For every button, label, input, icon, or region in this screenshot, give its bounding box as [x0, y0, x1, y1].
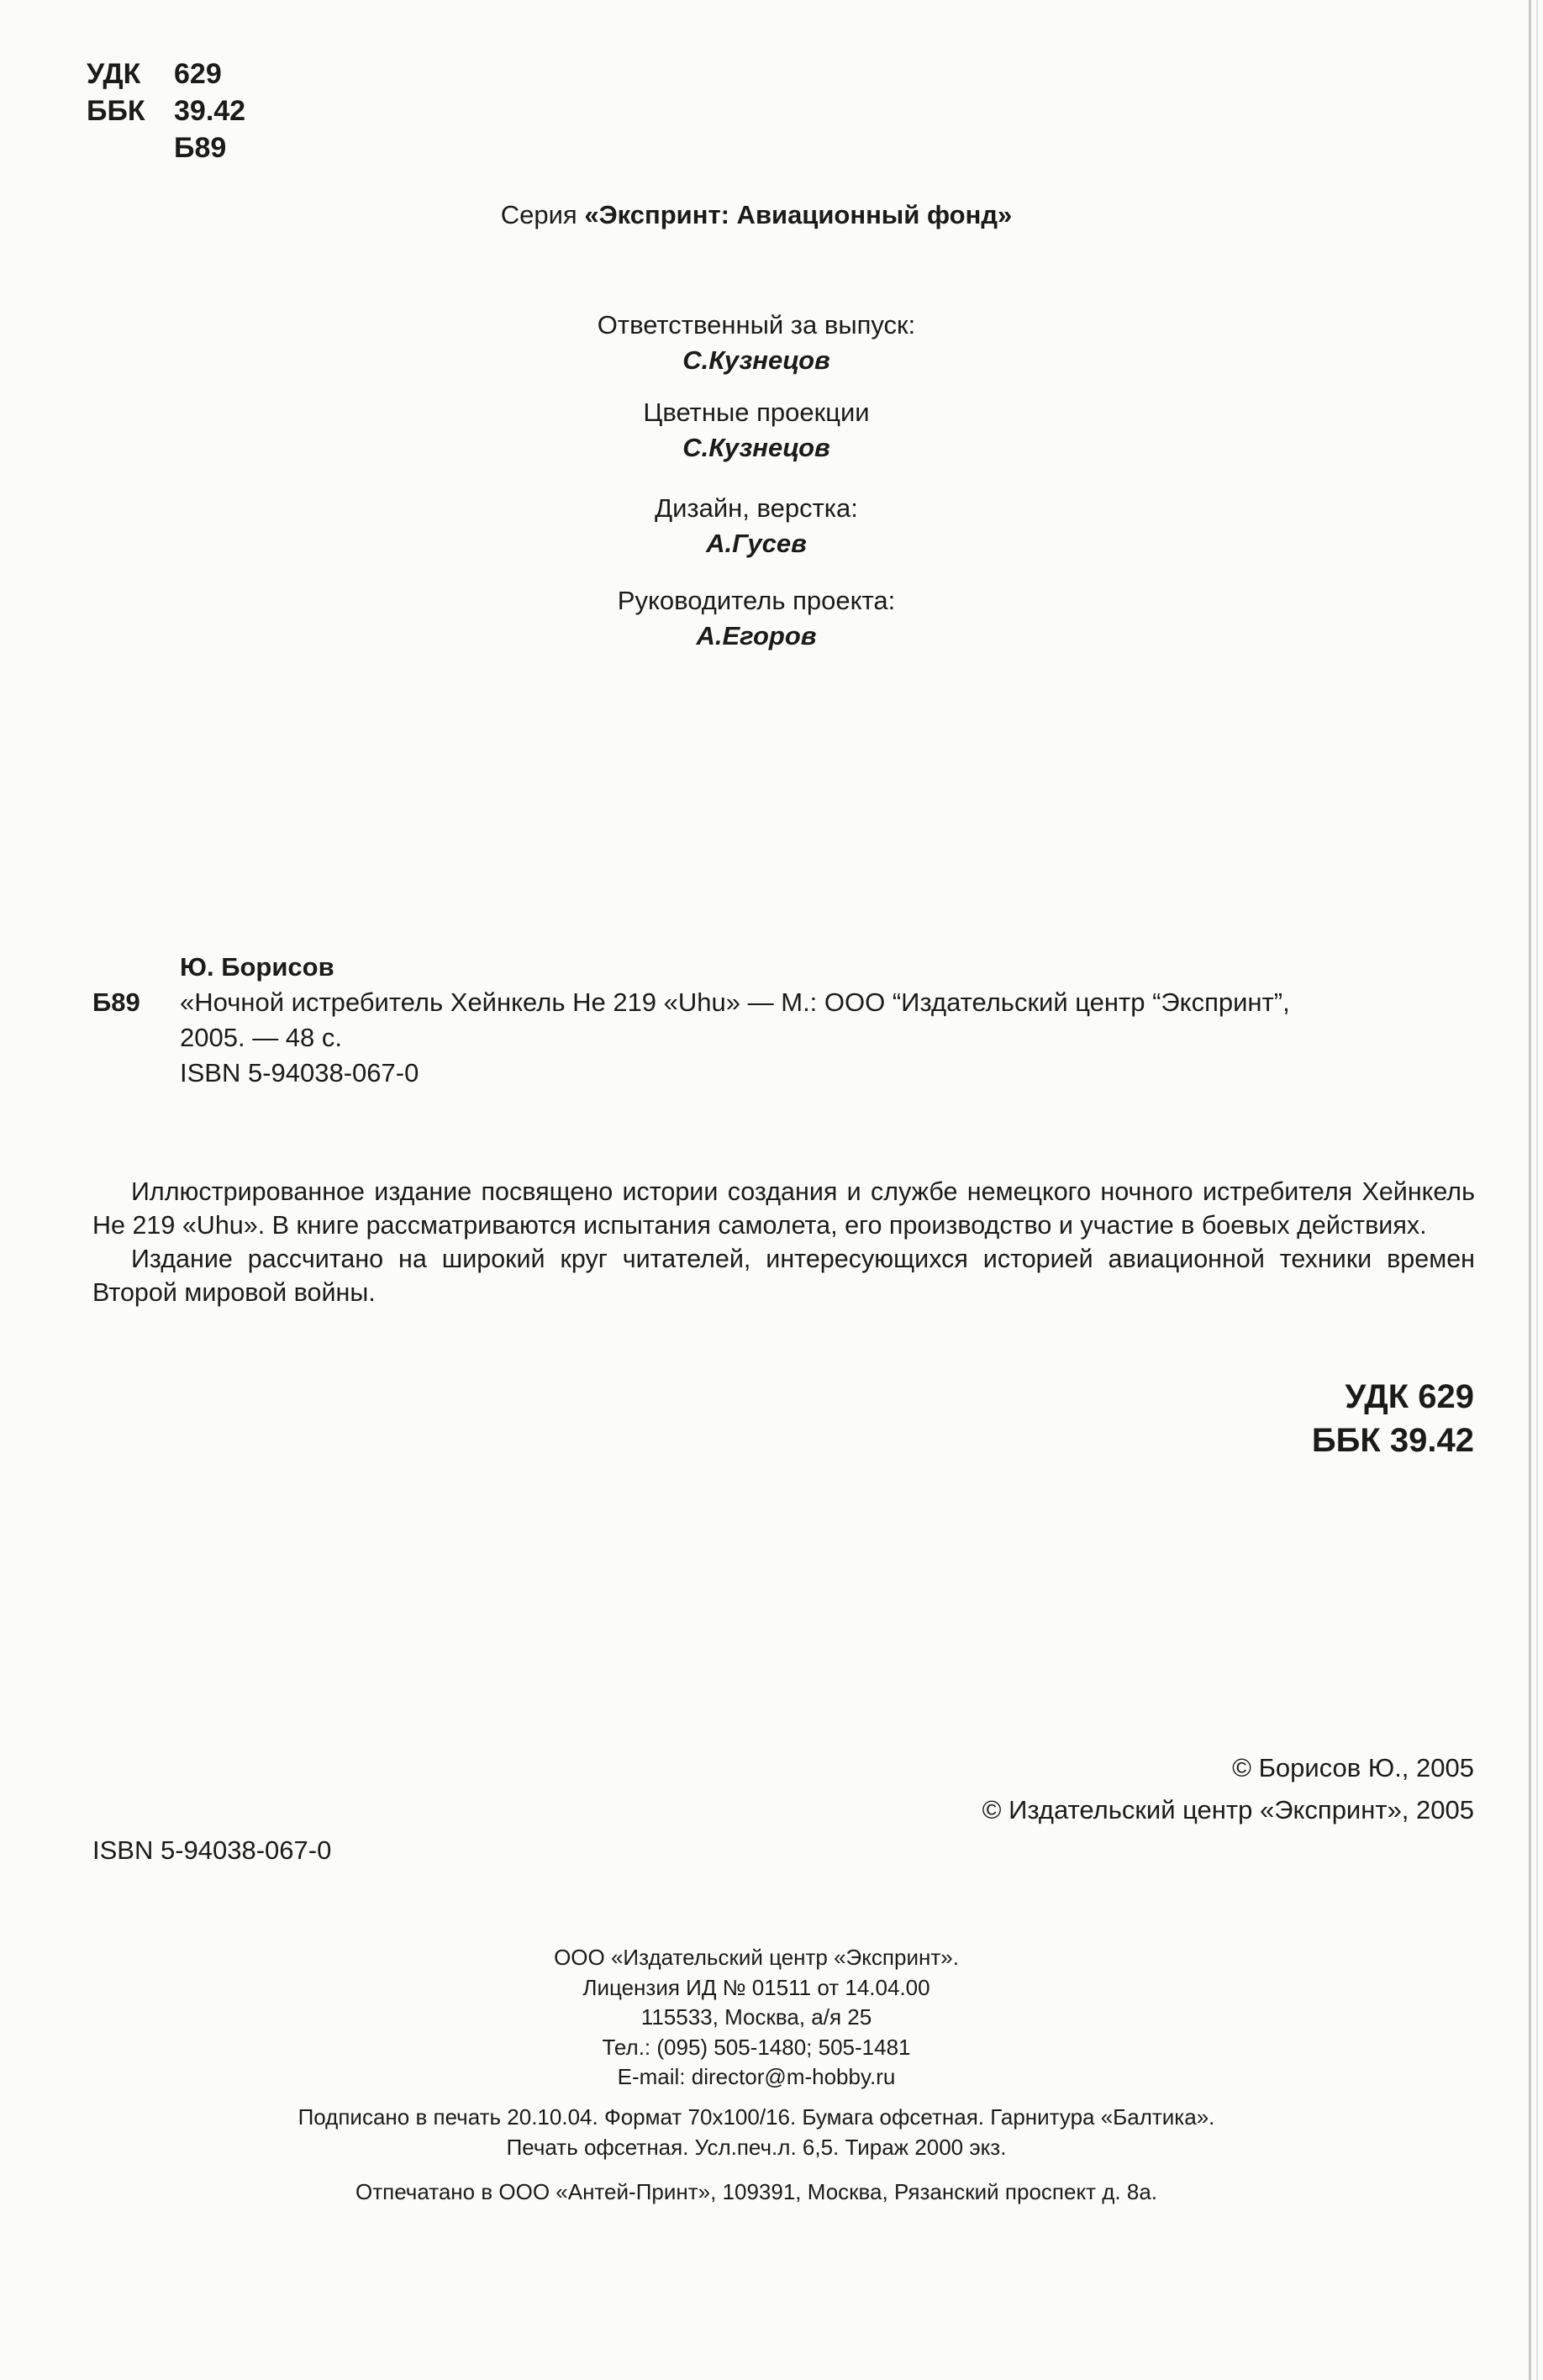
series-line	[0, 200, 1513, 230]
credit-person: А.Гусев	[706, 529, 807, 558]
imprint-phone: Тел.: (095) 505-1480; 505-1481	[602, 2034, 911, 2060]
udk-label: УДК	[87, 58, 141, 90]
page-edge-shadow	[1529, 0, 1531, 2380]
print-line-2: Печать офсетная. Усл.печ.л. 6,5. Тираж 2000 экз.	[506, 2135, 1007, 2160]
series-name: «Экспринт: Авиационный фонд»	[584, 200, 1013, 229]
udk-value: 629	[174, 58, 222, 90]
card-year: 2005. — 48 с.	[180, 1023, 343, 1052]
bbk-label: ББК	[87, 95, 145, 127]
imprint-license: Лицензия ИД № 01511 от 14.04.00	[582, 1974, 930, 2000]
card-title: «Ночной истребитель Хейнкель Не 219 «Uhu» — М.: ООО “Издательский центр “Экспринт”,	[180, 987, 1290, 1017]
credit-person: С.Кузнецов	[682, 433, 830, 462]
bbk-row	[87, 92, 245, 129]
credit-project-lead	[0, 583, 1513, 654]
right-classification-codes	[1312, 1375, 1474, 1462]
classification-codes	[87, 55, 245, 166]
credit-responsible	[0, 308, 1513, 378]
udk-row	[87, 55, 245, 92]
credit-design	[0, 491, 1513, 561]
annotation-paragraph-1: Иллюстрированное издание посвящено истории создания и службе немецкого ночного истребителя Хейнкель Не 219 «Uhu». В книге рассматриваются испытания самолета, его производство и участие в боевых действиях.	[92, 1177, 1475, 1240]
author-cipher: Б89	[174, 132, 227, 164]
credit-role: Дизайн, верстка:	[655, 493, 858, 523]
credit-person: С.Кузнецов	[682, 345, 830, 375]
copyright-author: © Борисов Ю., 2005	[1232, 1753, 1474, 1782]
right-udk: УДК 629	[1345, 1378, 1474, 1415]
credit-person: А.Егоров	[696, 621, 817, 650]
right-bbk: ББК 39.42	[1311, 1422, 1474, 1459]
isbn-bottom: ISBN 5-94038-067-0	[92, 1835, 332, 1865]
credits-block	[0, 308, 1513, 671]
credit-role: Ответственный за выпуск:	[597, 310, 916, 340]
catalog-card	[92, 950, 1488, 1091]
printer-info: Отпечатано в ООО «Антей-Принт», 109391, Москва, Рязанский проспект д. 8а.	[355, 2179, 1157, 2204]
annotation-paragraph-2: Издание рассчитано на широкий круг читателей, интересующихся историей авиационной техники времен Второй мировой войны.	[92, 1245, 1475, 1307]
print-line-1: Подписано в печать 20.10.04. Формат 70х100/16. Бумага офсетная. Гарнитура «Балтика».	[298, 2104, 1215, 2130]
card-cipher: Б89	[92, 987, 140, 1017]
imprint-publisher: ООО «Издательский центр «Экспринт».	[554, 1945, 959, 1970]
print-details	[0, 2102, 1513, 2162]
page-edge-line	[1536, 0, 1538, 2380]
credit-role: Руководитель проекта:	[617, 586, 896, 615]
cipher-row	[87, 129, 245, 166]
credit-color-projections	[0, 395, 1513, 466]
imprint-email: E-mail: director@m-hobby.ru	[617, 2064, 896, 2089]
credit-role: Цветные проекции	[643, 398, 870, 427]
imprint-block	[0, 1943, 1513, 2093]
card-author: Ю. Борисов	[180, 952, 334, 982]
bbk-value: 39.42	[174, 95, 246, 127]
series-prefix: Серия	[500, 200, 577, 229]
copyright-block	[982, 1747, 1474, 1831]
copyright-publisher: © Издательский центр «Экспринт», 2005	[982, 1795, 1474, 1824]
annotation	[92, 1175, 1475, 1309]
imprint-address: 115533, Москва, а/я 25	[640, 2004, 872, 2030]
card-isbn: ISBN 5-94038-067-0	[180, 1058, 419, 1087]
